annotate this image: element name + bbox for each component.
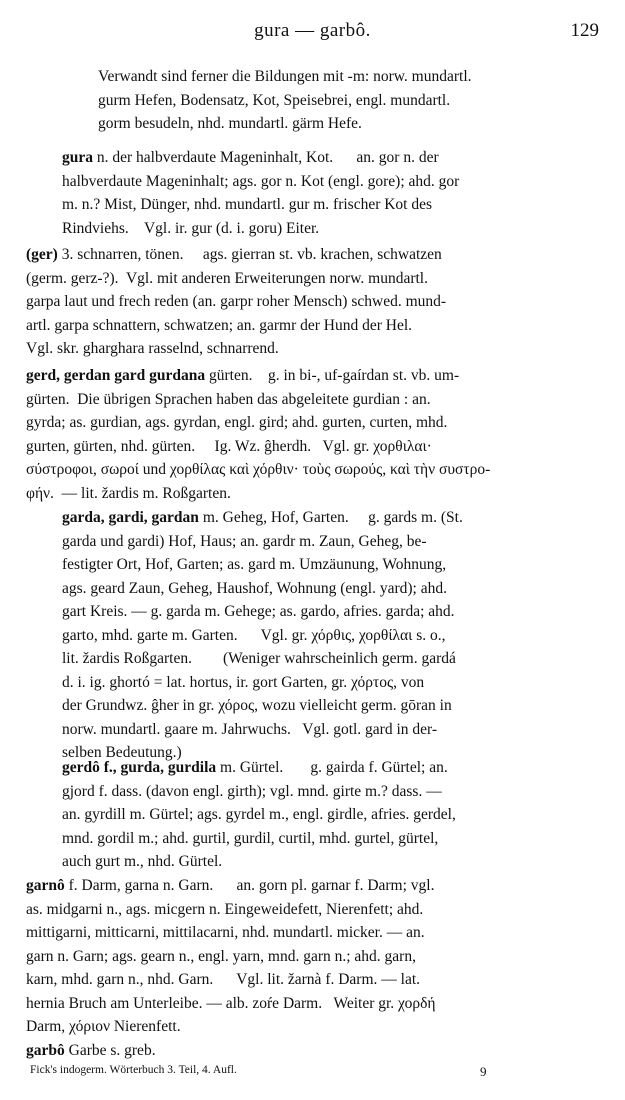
text-line <box>62 506 463 530</box>
text-line <box>26 945 436 969</box>
line-text: m. n.? Mist, Dünger, nhd. mundartl. gur m. frischer Kot des <box>62 196 433 213</box>
entry-gerd <box>26 364 490 505</box>
entry-garda <box>62 506 463 765</box>
line-text: lit. žardis Roßgarten. (Weniger wahrscheinlich germ. gardá <box>62 650 456 667</box>
headword: gura <box>62 149 93 166</box>
text-line <box>26 458 490 482</box>
line-text: garda und gardi) Hof, Haus; an. gardr m. Zaun, Geheg, be- <box>62 532 427 550</box>
headword: gerdô f., gurda, gurdila <box>62 759 217 776</box>
signature-mark: 9 <box>480 1064 487 1079</box>
line-text: Verwandt sind ferner die Bildungen mit -m: norw. mundartl. <box>98 68 472 85</box>
line-text: mnd. gordil m.; ahd. gurtil, gurdil, curtil, mhd. gurtel, gürtel, <box>62 829 439 847</box>
entry-garno <box>26 874 436 1039</box>
line-text: gürten. Die übrigen Sprachen haben das abgeleitete gurdian : an. <box>26 390 431 408</box>
line-text: artl. garpa schnattern, schwatzen; an. garmr der Hund der Hel. <box>26 316 413 334</box>
text-line <box>62 577 463 601</box>
text-line <box>26 364 490 388</box>
entry-garbo <box>26 1039 156 1063</box>
line-text: gyrda; as. gurdian, ags. gyrdan, engl. gird; ahd. gurten, curten, mhd. <box>26 414 448 431</box>
running-title: gura — garbô. <box>254 20 371 41</box>
text-line <box>26 1015 436 1039</box>
line-text: gjord f. dass. (davon engl. girth); vgl. mnd. girte m.? dass. — <box>62 782 442 800</box>
text-line <box>62 624 463 648</box>
line-text: gart Kreis. — g. garda m. Gehege; as. gardo, afries. garda; ahd. <box>62 603 455 620</box>
text-line <box>62 193 459 217</box>
text-line <box>62 756 456 780</box>
text-line <box>26 267 446 291</box>
text-line <box>62 827 456 851</box>
line-text: garpa laut und frech reden (an. garpr roher Mensch) schwed. mund- <box>26 293 447 310</box>
line-text: gurten, gürten, nhd. gürten. Ig. Wz. ĝherdh. Vgl. gr. χορθιλαι· <box>26 437 432 455</box>
line-text: gorm besudeln, nhd. mundartl. gärm Hefe. <box>98 115 362 132</box>
page-footer <box>30 1064 590 1084</box>
line-text: f. Darm, garna n. Garn. an. gorn pl. garnar f. Darm; vgl. <box>64 877 435 894</box>
entry-continuation <box>98 65 472 136</box>
text-line <box>98 89 472 113</box>
text-line <box>62 600 463 624</box>
line-text: σύστροφοι, σωροί und χορθίλας καὶ χόρθιν· τοὺς σωρούς, καὶ τὴν συστρο- <box>26 461 491 478</box>
text-line <box>62 553 463 577</box>
line-text: (germ. gerz-?). Vgl. mit anderen Erweiterungen norw. mundartl. <box>26 269 428 287</box>
text-line <box>26 388 490 412</box>
text-line <box>98 112 472 136</box>
text-line <box>26 482 490 506</box>
text-line <box>62 217 459 241</box>
running-header <box>0 20 625 46</box>
text-line <box>26 411 490 435</box>
line-text: mittigarni, mitticarni, mittilacarni, nhd. mundartl. micker. — an. <box>26 924 425 941</box>
text-line <box>26 1039 156 1063</box>
text-line <box>26 874 436 898</box>
line-text: Vgl. skr. gharghara rasselnd, schnarrend. <box>26 340 279 357</box>
line-text: karn, mhd. garn n., nhd. Garn. Vgl. lit. žarnà f. Darm. — lat. <box>26 971 421 988</box>
line-text: hernia Bruch am Unterleibe. — alb. zoŕe Darm. Weiter gr. χορδή <box>26 994 436 1012</box>
text-line <box>26 435 490 459</box>
line-text: an. gyrdill m. Gürtel; ags. gyrdel m., engl. girdle, afries. gerdel, <box>62 806 456 823</box>
line-text: as. midgarni n., ags. micgern n. Eingeweidefett, Nierenfett; ahd. <box>26 900 424 918</box>
text-line <box>62 780 456 804</box>
line-text: n. der halbverdaute Mageninhalt, Kot. an. gor n. der <box>93 149 439 166</box>
line-text: m. Geheg, Hof, Garten. g. gards m. (St. <box>198 509 463 526</box>
text-line <box>26 243 446 267</box>
headword: (ger) <box>26 246 58 263</box>
entry-ger <box>26 243 446 361</box>
line-text: m. Gürtel. g. gairda f. Gürtel; an. <box>216 759 448 776</box>
headword: garnô <box>26 877 65 894</box>
text-line <box>26 290 446 314</box>
text-line <box>62 146 459 170</box>
text-line <box>26 314 446 338</box>
entry-gura <box>62 146 459 240</box>
line-text: festigter Ort, Hof, Garten; as. gard m. Umzäunung, Wohnung, <box>62 556 447 573</box>
publication-line: Fick's indogerm. Wörterbuch 3. Teil, 4. Aufl. <box>30 1064 237 1076</box>
line-text: halbverdaute Mageninhalt; ags. gor n. Kot (engl. gore); ahd. gor <box>62 172 460 190</box>
text-line <box>62 530 463 554</box>
line-text: norw. mundartl. gaare m. Jahrwuchs. Vgl. gotl. gard in der- <box>62 720 438 738</box>
line-text: garto, mhd. garte m. Garten. Vgl. gr. χόρθις, χορθίλαι s. o., <box>62 626 446 644</box>
line-text: ags. geard Zaun, Geheg, Haushof, Wohnung (engl. yard); ahd. <box>62 579 447 597</box>
text-line <box>26 898 436 922</box>
page-number: 129 <box>570 20 599 41</box>
text-line <box>62 170 459 194</box>
text-line <box>26 921 436 945</box>
line-text: garn n. Garn; ags. gearn n., engl. yarn, mnd. garn n.; ahd. garn, <box>26 947 416 965</box>
line-text: gurm Hefen, Bodensatz, Kot, Speisebrei, engl. mundartl. <box>98 91 451 109</box>
line-text: d. i. ig. ghortó = lat. hortus, ir. gort Garten, gr. χόρτος, von <box>62 673 425 691</box>
text-line <box>62 803 456 827</box>
text-line <box>62 718 463 742</box>
entry-gerdo <box>62 756 456 874</box>
line-text: Darm, χόριον Nierenfett. <box>26 1018 181 1035</box>
text-line <box>26 968 436 992</box>
line-text: 3. schnarren, tönen. ags. gierran st. vb. krachen, schwatzen <box>57 246 442 263</box>
text-line <box>62 694 463 718</box>
line-text: φήν. — lit. žardis m. Roßgarten. <box>26 484 231 502</box>
headword: garda, gardi, gardan <box>62 509 199 526</box>
text-line <box>26 337 446 361</box>
text-line <box>62 671 463 695</box>
headword: garbô <box>26 1042 65 1059</box>
headword: gerd, gerdan gard gurdana <box>26 367 206 384</box>
text-line <box>62 647 463 671</box>
line-text: Rindviehs. Vgl. ir. gur (d. i. goru) Eiter. <box>62 219 320 237</box>
line-text: selben Bedeutung.) <box>62 744 182 761</box>
text-line <box>98 65 472 89</box>
line-text: auch gurt m., nhd. Gürtel. <box>62 853 223 870</box>
line-text: gürten. g. in bi-, uf-gaírdan st. vb. um- <box>205 367 460 384</box>
line-text: Garbe s. greb. <box>64 1042 156 1059</box>
line-text: der Grundwz. ĝher in gr. χόρος, wozu vielleicht germ. gōran in <box>62 697 452 714</box>
text-line <box>62 850 456 874</box>
text-line <box>26 992 436 1016</box>
